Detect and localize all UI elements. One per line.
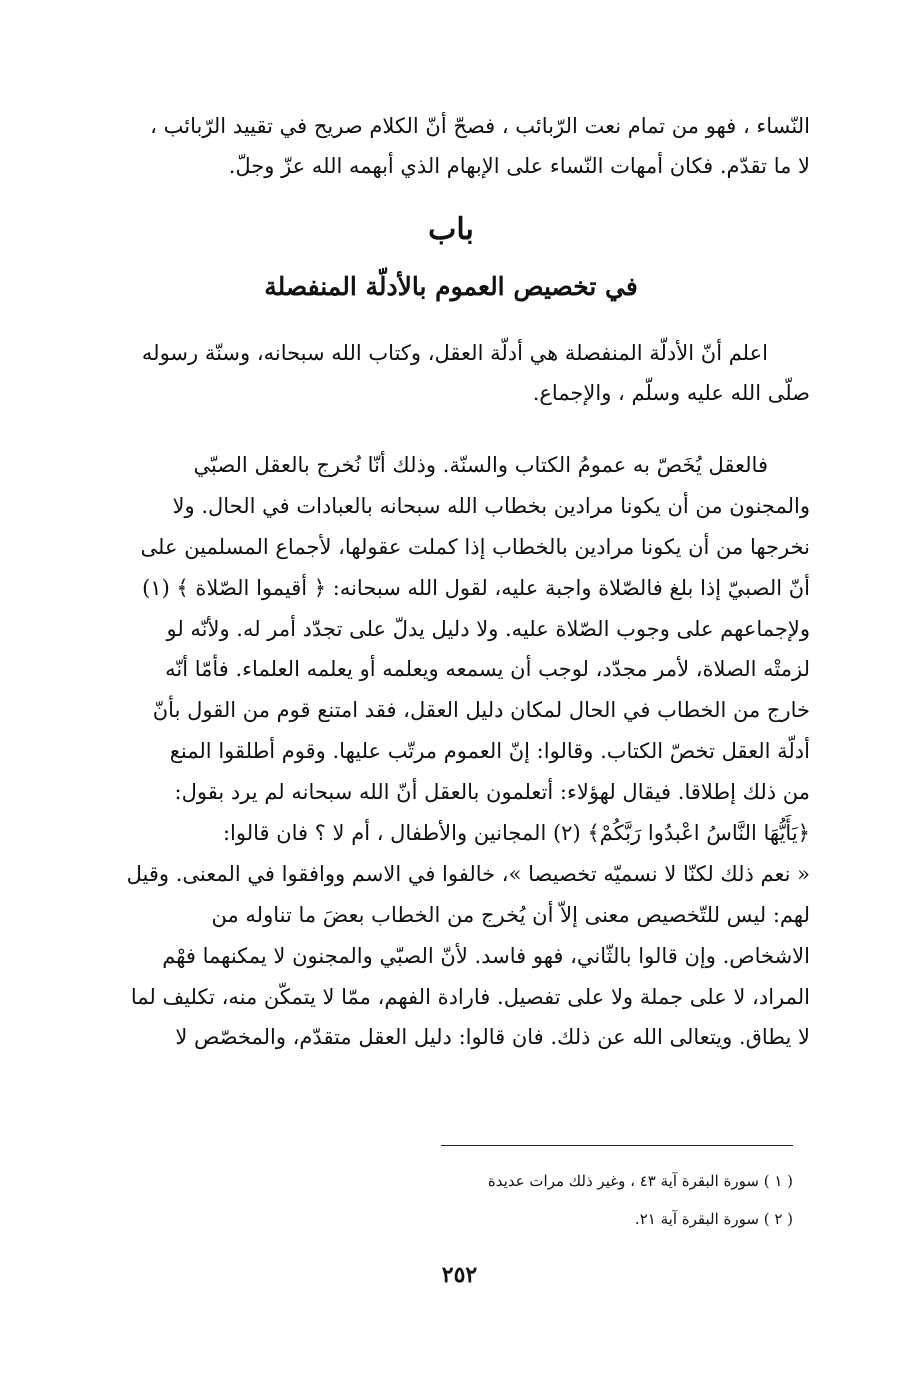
footnote-item: ( ١ ) سورة البقرة آية ٤٣ ، وغير ذلك مرات عديدة (487, 1172, 793, 1190)
text-line: خارج من الخطاب في الحال لمكان دليل العقل، فقد امتنع قوم من القول بأنّ (152, 698, 810, 723)
text-line: لزمتْه الصلاة، لأمر مجدّد، لوجب أن يسمعه ويعلمه أو يعلمه العلماء. فأمّا أنّه (165, 657, 810, 682)
text-line: المراد، لا على جملة ولا على تفصيل. فارادة الفهم، ممّا لا يتمكّن منه، تكليف لما (130, 984, 810, 1009)
paragraph-intro (92, 333, 810, 413)
text-line: ولإجماعهم على وجوب الصّلاة عليه. ولا دليل يدلّ على تجدّد أمر له. ولأنّه لو (166, 616, 810, 641)
footnote-divider (441, 1145, 793, 1146)
text-line: ﴿يَأَيُّهَا النَّاسُ اعْبدُوا رَبَّكُمْ﴾ (٢) المجانين والأطفال ، أم لا ؟ فان قالوا: (222, 821, 810, 846)
text-line: لا يطاق. ويتعالى الله عن ذلك. فان قالوا: دليل العقل متقدّم، والمخصّص لا (175, 1025, 810, 1050)
footnotes (380, 1162, 793, 1238)
footnote-item: ( ٢ ) سورة البقرة آية ٢١. (634, 1210, 793, 1228)
text-line: نخرجها من أن يكونا مرادين بالخطاب إذا كملت عقولها، لأجماع المسلمين على (140, 534, 810, 559)
text-line: اعلم أنّ الأدلّة المنفصلة هي أدلّة العقل، وكتاب الله سبحانه، وسنّة رسوله (141, 341, 768, 365)
continuation-text (92, 106, 810, 186)
text-line: « نعم ذلك لكنّا لا نسميّه تخصيصا »، خالفوا في الاسم ووافقوا في المعنى. وقيل (126, 861, 810, 886)
text-line: أنّ الصبيّ إذا بلغ فالصّلاة واجبة عليه، لقول الله سبحانه: ﴿ أقيموا الصّلاة ﴾ (١) (142, 575, 810, 600)
text-line: النّساء ، فهو من تمام نعت الرّبائب ، فصحّ أنّ الكلام صريح في تقييد الرّبائب ، (150, 114, 810, 138)
text-line: أدلّة العقل تخصّ الكتاب. وقالوا: إنّ العموم مرتّب عليها. وقوم أطلقوا المنع (169, 739, 810, 764)
text-line: من ذلك إطلاقا. فيقال لهؤلاء: أتعلمون بالعقل أنّ الله سبحانه لم يرد بقول: (174, 780, 810, 805)
text-line: الاشخاص. وإن قالوا بالثّاني، فهو فاسد. لأنّ الصبّي والمجنون لا يمكنهما فهْم (162, 943, 810, 968)
text-line: صلّى الله عليه وسلّم ، والإجماع. (532, 381, 810, 405)
text-line: لهم: ليس للتّخصيص معنى إلاّ أن يُخرج من الخطاب بعضَ ما تناوله من (211, 902, 810, 927)
text-line: والمجنون من أن يكونا مرادين بخطاب الله سبحانه بالعبادات في الحال. ولا (172, 493, 810, 518)
chapter-heading: باب (428, 212, 474, 247)
text-line: لا ما تقدّم. فكان أمهات النّساء على الإبهام الذي أبهمه الله عزّ وجلّ. (228, 154, 810, 178)
chapter-subtitle: في تخصيص العموم بالأدلّة المنفصلة (264, 272, 638, 301)
page-number: ٢٥٢ (441, 1262, 478, 1288)
text-line: فالعقل يُخَصّ به عمومُ الكتاب والسنّة. وذلك أنّا نُخرج بالعقل الصبّي (193, 453, 768, 477)
paragraph-main (92, 445, 810, 1058)
